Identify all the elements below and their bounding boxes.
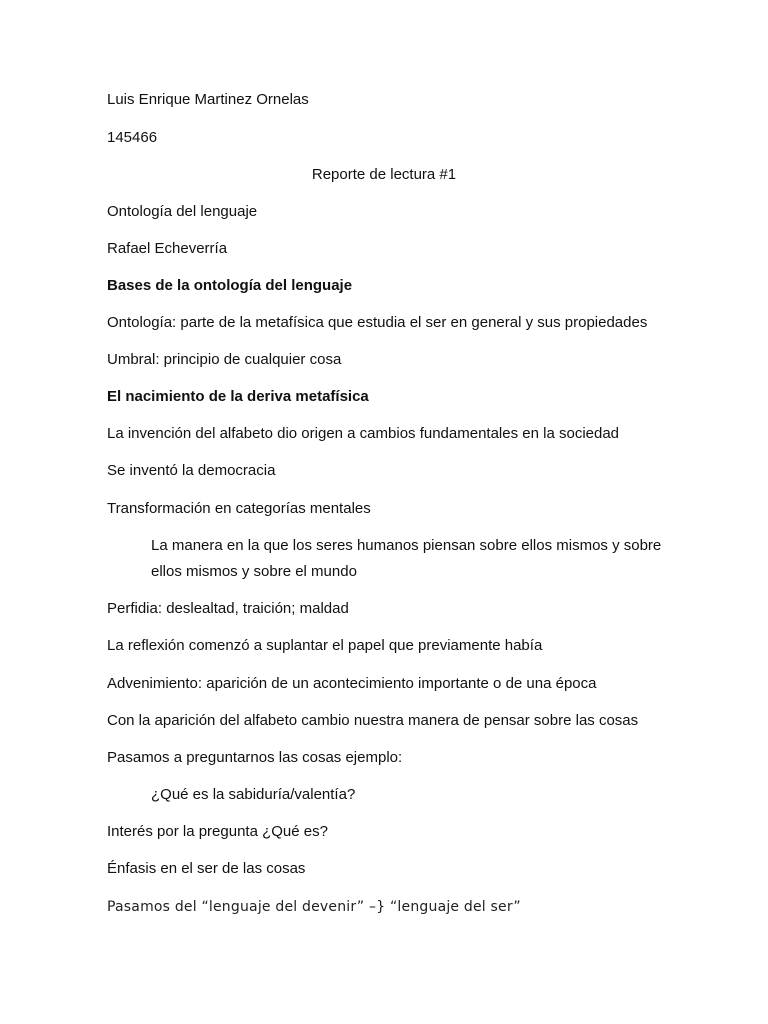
book-author: Rafael Echeverría xyxy=(107,240,228,257)
paragraph-alfabeto: La invención del alfabeto dio origen a cambios fundamentales en la sociedad xyxy=(107,425,620,442)
indented-manera-line-1: La manera en la que los seres humanos piensan sobre ellos mismos y sobre xyxy=(151,537,662,554)
paragraph-democracia: Se inventó la democracia xyxy=(107,462,276,479)
section-heading-nacimiento: El nacimiento de la deriva metafísica xyxy=(107,388,369,405)
section-heading-bases: Bases de la ontología del lenguaje xyxy=(107,277,353,294)
definition-ontologia: Ontología: parte de la metafísica que estudia el ser en general y sus propiedades xyxy=(107,314,648,331)
student-id: 145466 xyxy=(107,129,158,146)
indented-manera-line-2: ellos mismos y sobre el mundo xyxy=(151,563,357,580)
paragraph-enfasis: Énfasis en el ser de las cosas xyxy=(107,860,306,877)
author-name: Luis Enrique Martinez Ornelas xyxy=(107,91,309,108)
definition-umbral: Umbral: principio de cualquier cosa xyxy=(107,351,342,368)
paragraph-lenguaje: Pasamos del “lenguaje del devenir” –} “lenguaje del ser” xyxy=(107,899,521,915)
definition-perfidia: Perfidia: deslealtad, traición; maldad xyxy=(107,600,349,617)
indented-pregunta: ¿Qué es la sabiduría/valentía? xyxy=(151,786,356,803)
definition-advenimiento: Advenimiento: aparición de un acontecimiento importante o de una época xyxy=(107,675,597,692)
paragraph-transformacion: Transformación en categorías mentales xyxy=(107,500,371,517)
paragraph-aparicion: Con la aparición del alfabeto cambio nuestra manera de pensar sobre las cosas xyxy=(107,712,639,729)
report-title: Reporte de lectura #1 xyxy=(311,166,457,183)
paragraph-reflexion: La reflexión comenzó a suplantar el papel que previamente había xyxy=(107,637,543,654)
paragraph-interes: Interés por la pregunta ¿Qué es? xyxy=(107,823,328,840)
book-title: Ontología del lenguaje xyxy=(107,203,258,220)
paragraph-pasamos: Pasamos a preguntarnos las cosas ejemplo: xyxy=(107,749,403,766)
